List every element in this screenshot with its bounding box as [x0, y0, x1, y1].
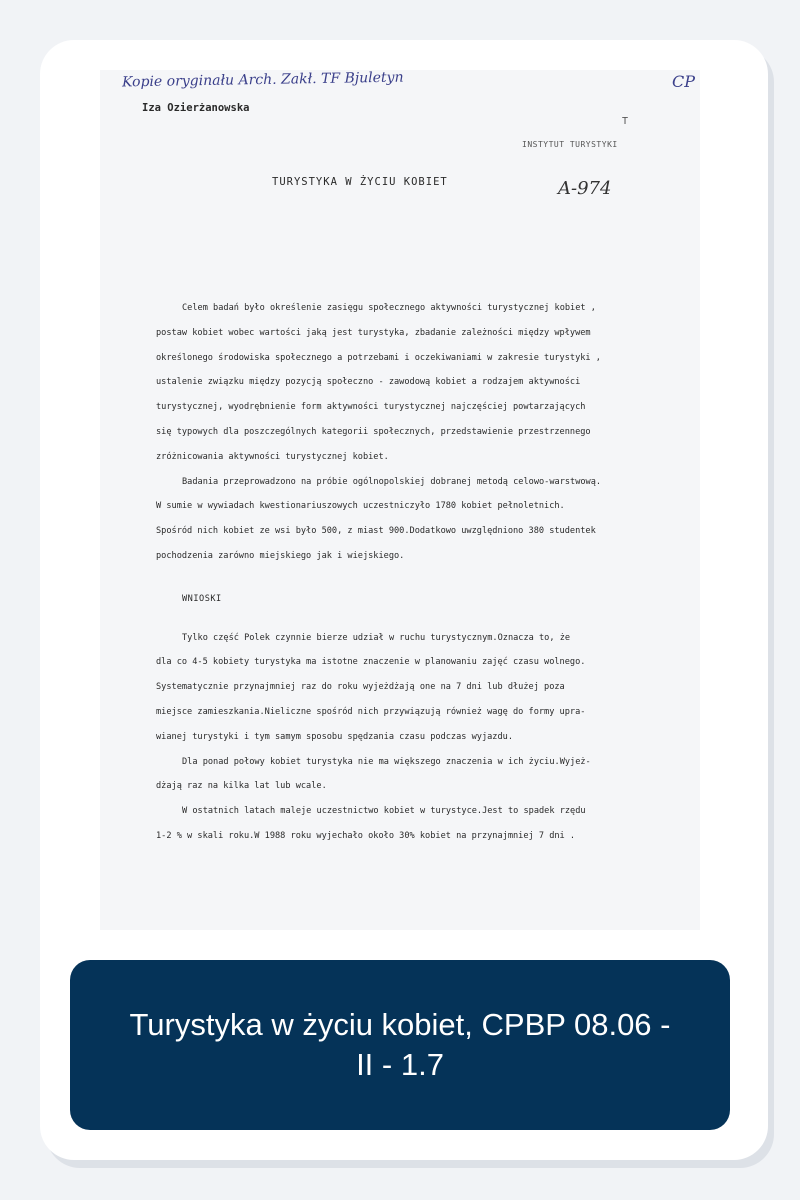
text-line: Badania przeprowadzono na próbie ogólnopolskiej dobranej metodą celowo-warstwową. — [182, 476, 602, 487]
text-line: turystycznej, wyodrębnienie form aktywności turystycznej najczęściej powtarzających — [156, 402, 586, 413]
scanned-page — [100, 70, 700, 930]
document-body — [156, 296, 696, 849]
paragraph-method — [156, 470, 696, 569]
text-line: W ostatnich latach maleje uczestnictwo kobiet w turystyce.Jest to spadek rzędu — [182, 806, 586, 817]
text-line: postaw kobiet wobec wartości jaką jest turystyka, zbadanie zależności między wpływem — [156, 327, 591, 338]
document-author: Iza Ozierżanowska — [142, 102, 250, 114]
document-title: TURYSTYKA W ŻYCIU KOBIET — [272, 176, 448, 188]
text-line: Dla ponad połowy kobiet turystyka nie ma większego znaczenia w ich życiu.Wyjeż- — [182, 756, 591, 767]
stamp-mark: T — [622, 116, 629, 127]
paragraph-conclusions — [156, 626, 696, 750]
caption-title: Turystyka w życiu kobiet, CPBP 08.06 - II - 1.7 — [129, 1007, 671, 1082]
institution-stamp: INSTYTUT TURYSTYKI — [522, 140, 618, 149]
paragraph-goals — [156, 296, 696, 470]
text-line: Systematycznie przynajmniej raz do roku wyjeżdżają one na 7 dni lub dłużej poza — [156, 682, 565, 693]
archive-signature: A-974 — [558, 178, 612, 199]
text-line: ustalenie związku między pozycją społeczno - zawodową kobiet a rodzajem aktywności — [156, 377, 581, 388]
handwritten-note: Kopie oryginału Arch. Zakł. TF Bjuletyn — [121, 70, 404, 91]
text-line: dla co 4-5 kobiety turystyka ma istotne znaczenie w planowaniu zajęć czasu wolnego. — [156, 657, 586, 668]
text-line: zróżnicowania aktywności turystycznej kobiet. — [156, 451, 389, 462]
paragraph-majority — [156, 750, 696, 800]
text-line: Celem badań było określenie zasięgu społecznego aktywności turystycznej kobiet , — [182, 303, 596, 313]
text-line: się typowych dla poszczególnych kategorii społecznych, przedstawienie przestrzennego — [156, 426, 591, 437]
text-line: określonego środowiska społecznego a potrzebami i oczekiwaniami w zakresie turystyki , — [156, 352, 601, 363]
handwritten-code: CP — [672, 72, 696, 91]
text-line: Spośród nich kobiet ze wsi było 500, z miast 900.Dodatkowo uwzględniono 380 studentek — [156, 526, 596, 537]
paragraph-trend — [156, 799, 696, 849]
text-line: pochodzenia zarówno miejskiego jak i wiejskiego. — [156, 550, 405, 561]
text-line: W sumie w wywiadach kwestionariuszowych uczestniczyło 1780 kobiet pełnoletnich. — [156, 501, 565, 512]
text-line: 1-2 % w skali roku.W 1988 roku wyjechało około 30% kobiet na przynajmniej 7 dni . — [156, 830, 576, 841]
text-line: miejsce zamieszkania.Nieliczne spośród nich przywiązują również wagę do formy upra- — [156, 706, 586, 717]
text-line: wianej turystyki i tym samym sposobu spędzania czasu podczas wyjazdu. — [156, 731, 513, 742]
text-line: dżają raz na kilka lat lub wcale. — [156, 781, 327, 792]
section-heading: WNIOSKI — [182, 593, 222, 604]
text-line: Tylko część Polek czynnie bierze udział w ruchu turystycznym.Oznacza to, że — [182, 632, 571, 643]
caption-banner — [70, 960, 730, 1130]
